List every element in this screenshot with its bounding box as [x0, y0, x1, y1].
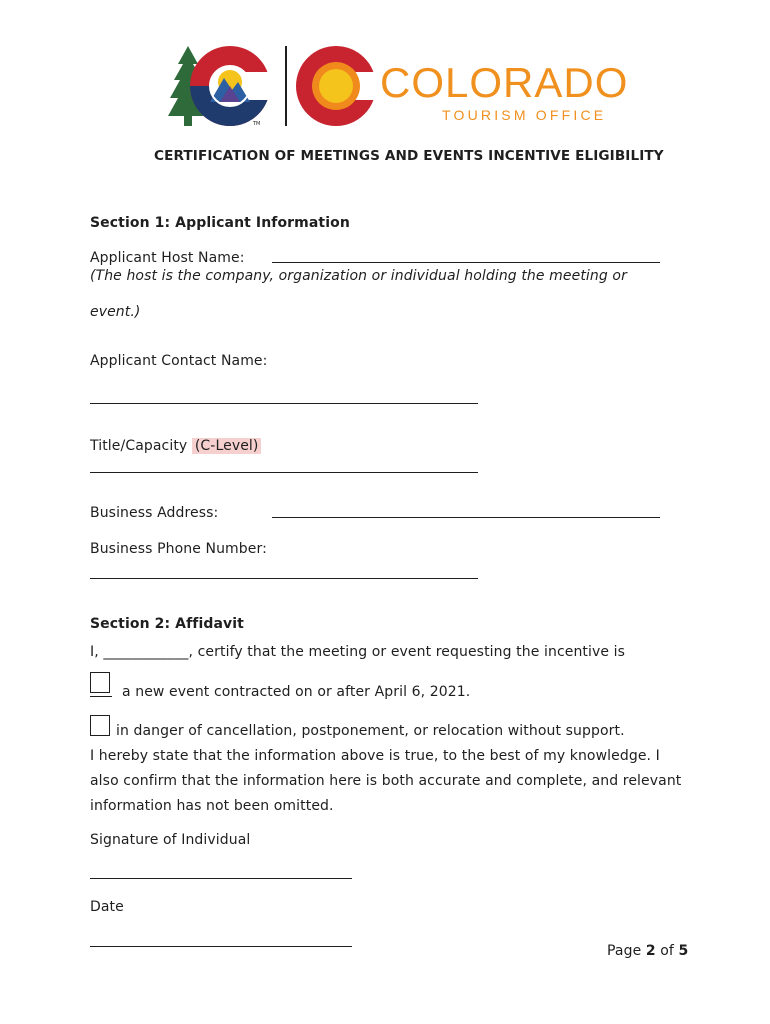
- title-capacity-field[interactable]: [90, 472, 478, 473]
- new-event-option: a new event contracted on or after April 6, 2021.: [122, 684, 471, 700]
- document-title: CERTIFICATION OF MEETINGS AND EVENTS INCENTIVE ELIGIBILITY: [154, 148, 664, 164]
- signature-label: Signature of Individual: [90, 832, 251, 848]
- page-prefix: Page: [607, 943, 642, 959]
- page-total: 5: [678, 943, 689, 959]
- brand-subtitle: TOURISM OFFICE: [442, 107, 607, 123]
- section2-heading: Section 2: Affidavit: [90, 616, 244, 632]
- statement-line2: also confirm that the information here is both accurate and complete, and relevant: [90, 773, 682, 789]
- page-indicator: [607, 943, 688, 959]
- host-note-line2: event.): [90, 304, 141, 320]
- business-phone-label: Business Phone Number:: [90, 541, 267, 557]
- logo-divider: [285, 46, 287, 126]
- tourism-sun-icon: [319, 69, 353, 103]
- statement-line1: I hereby state that the information above is true, to the best of my knowledge. I: [90, 748, 660, 764]
- date-field[interactable]: [90, 946, 352, 947]
- trademark-mark: TM: [253, 121, 261, 127]
- colorado-state-logo: [168, 42, 278, 134]
- contact-name-label: Applicant Contact Name:: [90, 353, 268, 369]
- brand-name: COLORADO: [380, 59, 629, 106]
- page-of: of: [660, 943, 674, 959]
- new-event-checkbox-underline: [90, 696, 112, 697]
- title-capacity-text: Title/Capacity: [90, 438, 188, 454]
- statement-line3: information has not been omitted.: [90, 798, 334, 814]
- signature-field[interactable]: [90, 878, 352, 879]
- page-current: 2: [645, 943, 656, 959]
- c-level-highlight: (C-Level): [192, 438, 262, 454]
- section1-heading: Section 1: Applicant Information: [90, 215, 350, 231]
- host-note-line1: (The host is the company, organization or individual holding the meeting or: [90, 268, 627, 284]
- host-name-field[interactable]: [272, 262, 660, 263]
- danger-checkbox[interactable]: [90, 715, 110, 736]
- danger-option: in danger of cancellation, postponement, or relocation without support.: [116, 723, 625, 739]
- contact-name-field[interactable]: [90, 403, 478, 404]
- business-address-label: Business Address:: [90, 505, 219, 521]
- title-capacity-label: [90, 438, 261, 454]
- business-phone-field[interactable]: [90, 578, 478, 579]
- certify-statement: I, ____________, certify that the meeting or event requesting the incentive is: [90, 644, 626, 660]
- business-address-field[interactable]: [272, 517, 660, 518]
- date-label: Date: [90, 899, 124, 915]
- tourism-office-logo: [294, 44, 378, 128]
- host-name-label: Applicant Host Name:: [90, 250, 245, 266]
- new-event-checkbox[interactable]: [90, 672, 110, 693]
